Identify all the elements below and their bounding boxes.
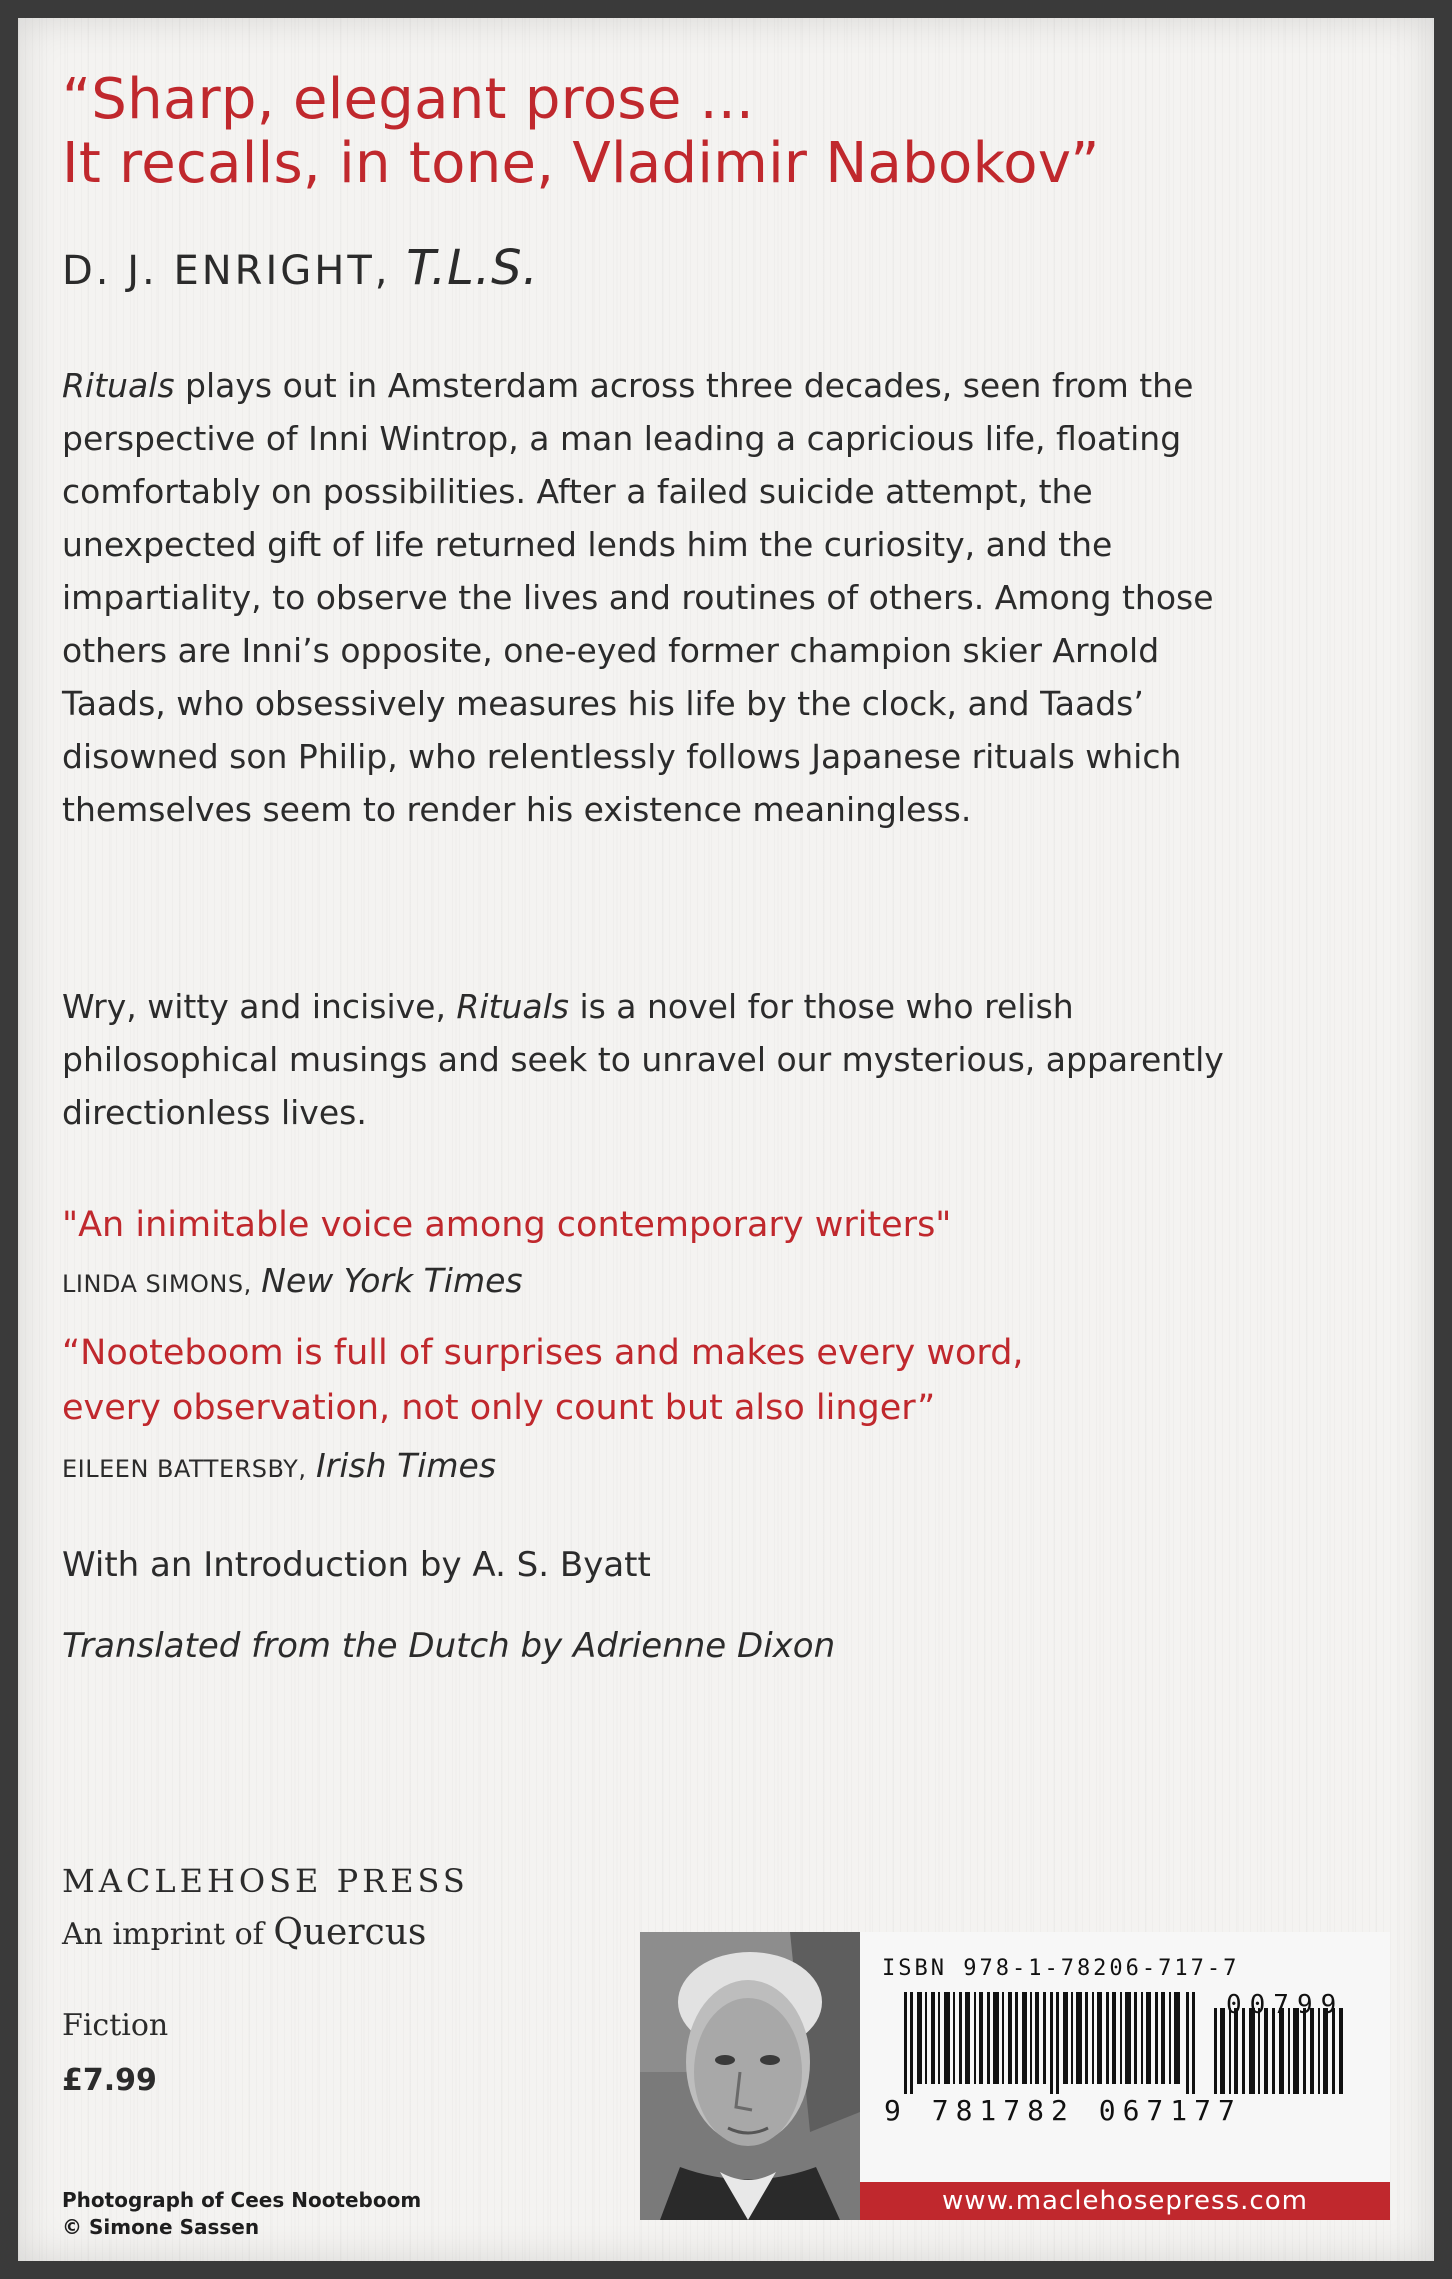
photo-credit-line-1: Photograph of Cees Nooteboom <box>62 2188 422 2212</box>
headline-quote-line-1: “Sharp, elegant prose ... <box>62 67 755 132</box>
review-author-1: LINDA SIMONS, <box>62 1270 252 1298</box>
introduction-credit: With an Introduction by A. S. Byatt <box>62 1545 651 1585</box>
review-publication-2: Irish Times <box>316 1446 497 1485</box>
headline-publication: T.L.S. <box>406 240 539 296</box>
book-title: Rituals <box>456 987 569 1026</box>
isbn-label: ISBN 978-1-78206-717-7 <box>882 1956 1240 1981</box>
review-publication-1: New York Times <box>261 1261 523 1300</box>
review-quote-2-line-2: every observation, not only count but also linger” <box>62 1388 936 1428</box>
photo-credit-line-2: © Simone Sassen <box>62 2215 260 2239</box>
barcode-addon-digits: 00799 <box>1226 1990 1345 2020</box>
barcode-digits: 9 781782 067177 <box>884 2094 1242 2127</box>
blurb-text-2b: is a novel for those who relish philosophical musings and seek to unravel our mysterious, apparently directionless lives. <box>62 987 1224 1132</box>
website-url[interactable]: www.maclehosepress.com <box>942 2186 1308 2216</box>
author-photo <box>640 1932 860 2220</box>
headline-attribution <box>62 240 539 296</box>
review-attribution-1 <box>62 1253 523 1312</box>
publisher-imprint <box>62 1912 426 1953</box>
imprint-prefix: An imprint of <box>62 1917 274 1952</box>
review-quote-2-line-1: “Nooteboom is full of surprises and makes every word, <box>62 1333 1024 1373</box>
review-author-2: EILEEN BATTERSBY, <box>62 1455 307 1483</box>
blurb-paragraph-1 <box>62 359 1242 836</box>
publisher-name: MACLEHOSE PRESS <box>62 1862 469 1900</box>
book-title: Rituals <box>62 366 175 405</box>
translation-credit: Translated from the Dutch by Adrienne Dixon <box>62 1626 836 1666</box>
headline-author: D. J. ENRIGHT, <box>62 248 391 294</box>
review-attribution-2 <box>62 1438 496 1497</box>
blurb-text-2a: Wry, witty and incisive, <box>62 987 457 1026</box>
genre-label: Fiction <box>62 2008 169 2043</box>
imprint-name: Quercus <box>273 1912 427 1953</box>
headline-quote-line-2: It recalls, in tone, Vladimir Nabokov” <box>62 131 1100 196</box>
barcode-panel <box>860 1932 1390 2182</box>
price-label: £7.99 <box>62 2063 157 2098</box>
blurb-paragraph-2 <box>62 980 1242 1139</box>
back-cover <box>18 18 1434 2261</box>
blurb-text-1: plays out in Amsterdam across three decades, seen from the perspective of Inni Wintrop, a man leading a capricious life, floating comfortably on possibilities. After a failed suicide attempt, the unexpected gift of life returned lends him the curiosity, and the impartiality, to observe the lives and routines of others. Among those others are Inni’s opposite, one-eyed former champion skier Arnold Taads, who obsessively measures his life by the clock, and Taads’ disowned son Philip, who relentlessly follows Japanese rituals which themselves seem to render his existence meaningless. <box>62 366 1214 829</box>
website-bar <box>860 2182 1390 2220</box>
headline-quote <box>62 68 1100 196</box>
author-portrait-illustration <box>640 1932 860 2220</box>
review-quote-1: "An inimitable voice among contemporary writers" <box>62 1205 952 1245</box>
